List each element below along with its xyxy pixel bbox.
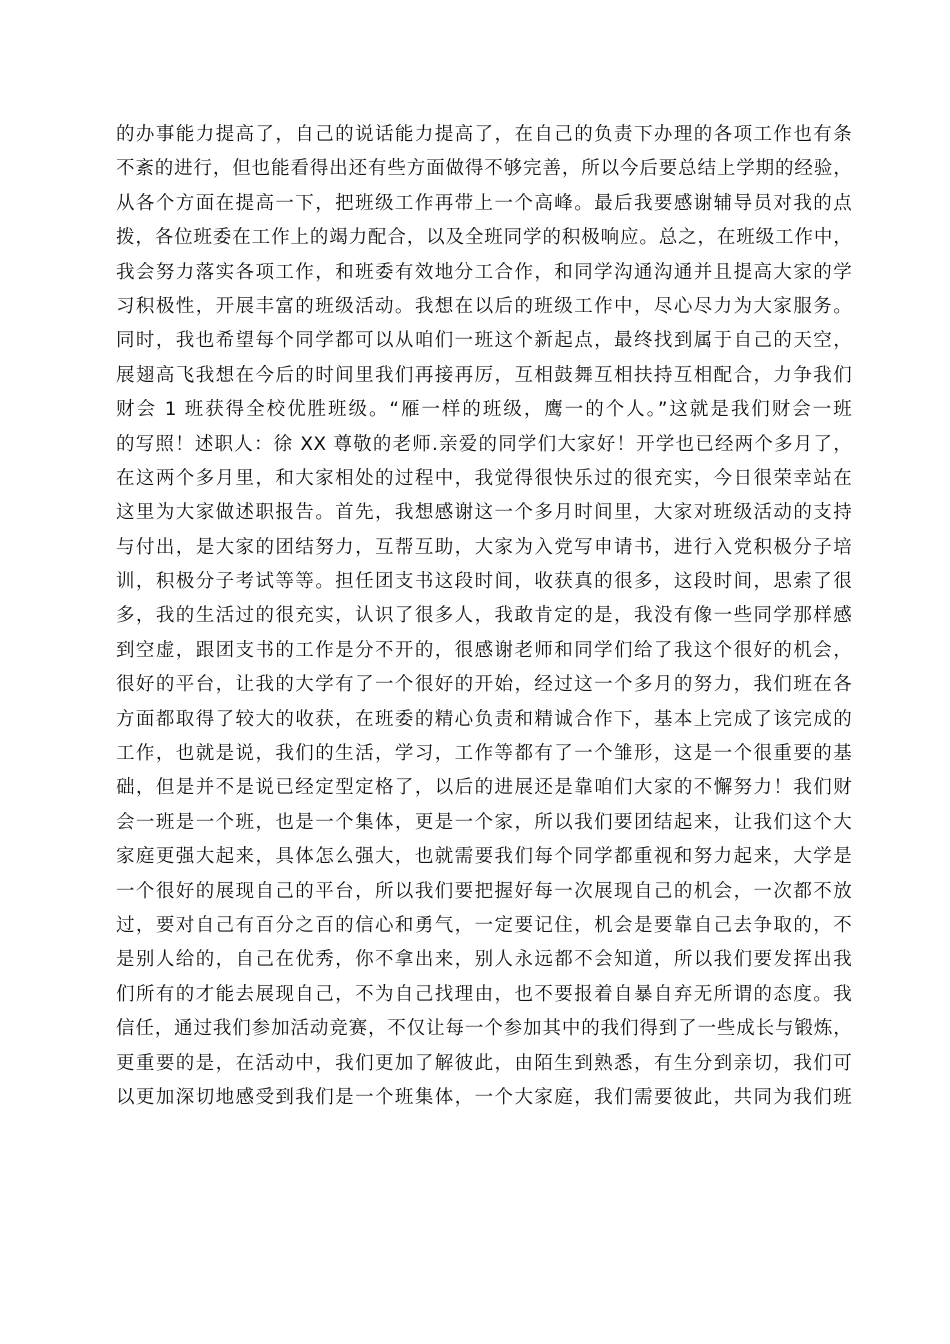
text-line: 训，积极分子考试等等。担任团支书这段时间，收获真的很多，这段时间，思索了很 bbox=[116, 571, 852, 593]
text-line: 不紊的进行，但也能看得出还有些方面做得不够完善，所以今后要总结上学期的经验， bbox=[116, 158, 852, 180]
text-line: 方面都取得了较大的收获，在班委的精心负责和精诚合作下，基本上完成了该完成的 bbox=[116, 708, 852, 730]
text-line: 信任，通过我们参加活动竞赛，不仅让每一个参加其中的我们得到了一些成长与锻炼， bbox=[116, 1018, 852, 1040]
text-line: 与付出，是大家的团结努力，互帮互助，大家为入党写申请书，进行入党积极分子培 bbox=[116, 536, 852, 558]
text-line: 从各个方面在提高一下，把班级工作再带上一个高峰。最后我要感谢辅导员对我的点 bbox=[116, 192, 852, 214]
text-line: 我会努力落实各项工作，和班委有效地分工合作，和同学沟通沟通并且提高大家的学 bbox=[116, 261, 852, 283]
text-line: 财会 1 班获得全校优胜班级。“雁一样的班级，鹰一的个人。”这就是我们财会一班 bbox=[116, 399, 852, 421]
text-line: 到空虚，跟团支书的工作是分不开的，很感谢老师和同学们给了我这个很好的机会， bbox=[116, 639, 852, 661]
text-line: 础，但是并不是说已经定型定格了，以后的进展还是靠咱们大家的不懈努力！我们财 bbox=[116, 777, 852, 799]
text-line: 习积极性，开展丰富的班级活动。我想在以后的班级工作中，尽心尽力为大家服务。 bbox=[116, 295, 852, 317]
text-line: 家庭更强大起来，具体怎么强大，也就需要我们每个同学都重视和努力起来，大学是 bbox=[116, 846, 852, 868]
text-line: 一个很好的展现自己的平台，所以我们要把握好每一次展现自己的机会，一次都不放 bbox=[116, 880, 852, 902]
text-line: 拨，各位班委在工作上的竭力配合，以及全班同学的积极响应。总之，在班级工作中， bbox=[116, 227, 852, 249]
text-line: 同时，我也希望每个同学都可以从咱们一班这个新起点，最终找到属于自己的天空， bbox=[116, 330, 852, 352]
body-text bbox=[116, 118, 852, 1115]
text-line: 展翅高飞我想在今后的时间里我们再接再厉，互相鼓舞互相扶持互相配合，力争我们 bbox=[116, 364, 852, 386]
text-line: 多，我的生活过的很充实，认识了很多人，我敢肯定的是，我没有像一些同学那样感 bbox=[116, 605, 852, 627]
text-line: 的办事能力提高了，自己的说话能力提高了，在自己的负责下办理的各项工作也有条 bbox=[116, 124, 852, 145]
text-line: 的写照！述职人：徐 XX 尊敬的老师.亲爱的同学们大家好！开学也已经两个多月了， bbox=[116, 433, 852, 455]
text-line: 这里为大家做述职报告。首先，我想感谢这一个多月时间里，大家对班级活动的支持 bbox=[116, 502, 852, 524]
text-line: 工作，也就是说，我们的生活，学习，工作等都有了一个雏形，这是一个很重要的基 bbox=[116, 743, 852, 765]
text-line: 很好的平台，让我的大学有了一个很好的开始，经过这一个多月的努力，我们班在各 bbox=[116, 674, 852, 696]
text-line: 是别人给的，自己在优秀，你不拿出来，别人永远都不会知道，所以我们要发挥出我 bbox=[116, 949, 852, 971]
text-line: 以更加深切地感受到我们是一个班集体，一个大家庭，我们需要彼此，共同为我们班 bbox=[116, 1086, 852, 1108]
text-line: 过，要对自己有百分之百的信心和勇气，一定要记住，机会是要靠自己去争取的，不 bbox=[116, 914, 852, 936]
text-line: 更重要的是，在活动中，我们更加了解彼此，由陌生到熟悉，有生分到亲切，我们可 bbox=[116, 1052, 852, 1074]
text-line: 在这两个多月里，和大家相处的过程中，我觉得很快乐过的很充实，今日很荣幸站在 bbox=[116, 467, 852, 489]
text-line: 们所有的才能去展现自己，不为自己找理由，也不要报着自暴自弃无所谓的态度。我 bbox=[116, 983, 852, 1005]
text-line: 会一班是一个班，也是一个集体，更是一个家，所以我们要团结起来，让我们这个大 bbox=[116, 811, 852, 833]
